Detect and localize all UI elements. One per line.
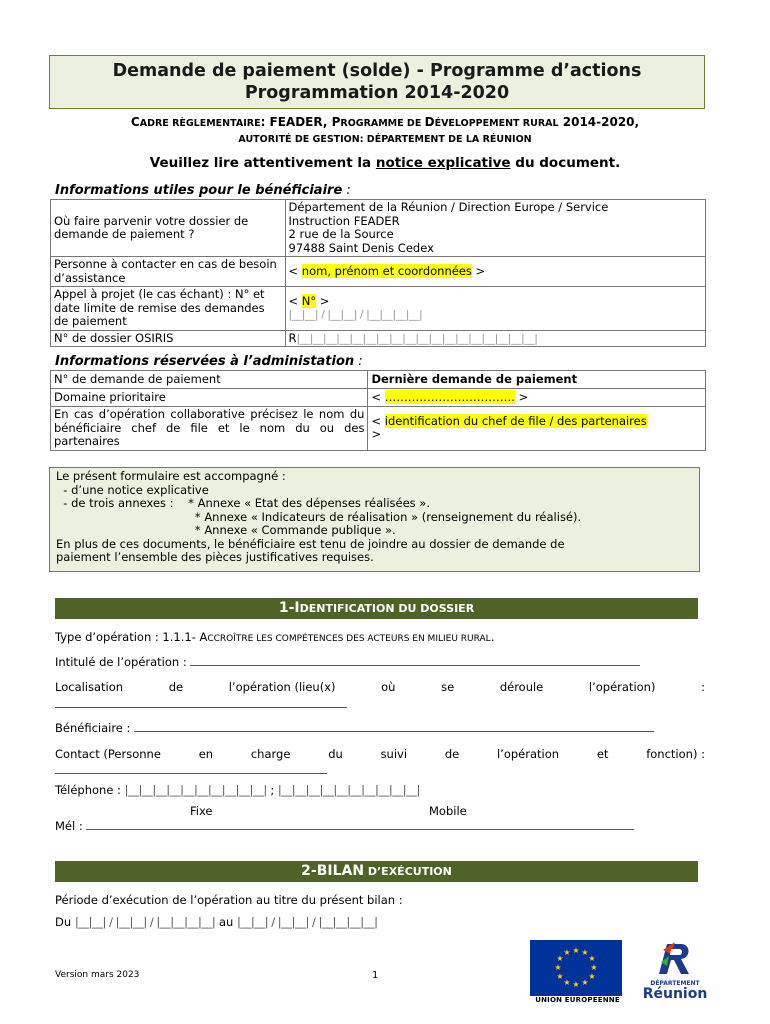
operation-title-label: Intitulé de l’opération : — [55, 655, 187, 669]
svg-text:★: ★ — [556, 954, 564, 963]
telephone-label: Téléphone : — [55, 783, 121, 797]
project-number-placeholder[interactable]: N° — [301, 293, 317, 308]
eu-caption: UNION EUROPEENNE — [535, 996, 620, 1004]
beneficiary-info-table — [50, 199, 706, 347]
banner-text: 1-I — [278, 600, 300, 616]
table-row — [51, 389, 706, 407]
contact-line — [55, 747, 705, 761]
banner-text: 2-BILAN — [301, 863, 365, 879]
beneficiary-field[interactable] — [134, 722, 654, 732]
localisation-word: déroule — [499, 680, 544, 694]
beneficiary-label: Bénéficiaire : — [55, 721, 131, 735]
table-row — [51, 371, 706, 389]
call-for-project-cell[interactable] — [285, 287, 706, 331]
svg-text:★: ★ — [563, 948, 571, 957]
cadre-text: ADRE RÈGLEMENTAIRE — [139, 118, 261, 129]
address-line: 97488 Saint Denis Cedex — [288, 240, 434, 255]
eu-flag-icon — [530, 940, 622, 996]
priority-domain-cell[interactable] — [368, 389, 706, 407]
svg-text:★: ★ — [563, 978, 571, 987]
cadre-text: ROGRAMME DE — [340, 118, 425, 129]
section1-banner — [55, 598, 698, 619]
cadre-text: D — [424, 115, 435, 129]
table-row — [51, 330, 706, 347]
address-line: Département de la Réunion / Direction Europe / Service — [288, 200, 609, 214]
eu-logo — [530, 940, 625, 1008]
banner-text: D’EXÉCUTION — [364, 865, 452, 878]
localisation-word: l’opération (lieu(x) — [228, 680, 336, 694]
contact-word: du — [328, 747, 343, 761]
notice-link[interactable]: notice explicative — [375, 155, 511, 171]
priority-domain-placeholder[interactable]: ……………………………. — [384, 389, 515, 404]
document-title-line2: Programmation 2014-2020 — [244, 83, 510, 103]
info-line: paiement l’ensemble des pièces justificatives requises. — [56, 550, 374, 564]
table-row — [51, 200, 706, 257]
operation-type-label: Type d’opération : 1.1.1- A — [55, 630, 208, 644]
end-date-field[interactable]: |__|__| / |__|__| / |__|__|__|__| — [236, 915, 378, 929]
admin-info-heading — [55, 354, 363, 369]
banner-text: DENTIFICATION DU DOSSIER — [299, 602, 475, 615]
contact-word: l’opération — [496, 747, 560, 761]
heading-text: Informations utiles pour le bénéficiaire — [55, 183, 343, 198]
beneficiary-line — [55, 721, 705, 735]
cadre-text: : FEADER, P — [260, 115, 341, 129]
localisation-fill-line — [55, 697, 705, 711]
svg-text:★: ★ — [581, 978, 589, 987]
mobile-caption: Mobile — [429, 804, 467, 818]
bracket: > — [514, 389, 529, 404]
phone-mobile-field[interactable]: |__|__|__|__|__|__|__|__|__|__| — [277, 783, 421, 797]
heading-suffix: : — [354, 354, 363, 369]
contact-word: et — [596, 747, 609, 761]
bracket: < — [371, 389, 385, 404]
contact-word: suivi — [380, 747, 408, 761]
localisation-word: l’opération) — [588, 680, 656, 694]
notice-text: Veuillez lire attentivement la — [149, 155, 376, 171]
period-dates-line — [55, 915, 705, 929]
osiris-prefix: R — [288, 330, 297, 345]
bracket: > — [316, 293, 330, 308]
bracket: > — [371, 427, 382, 442]
reunion-r-icon — [655, 940, 695, 976]
payment-request-number-cell: Dernière demande de paiement — [368, 371, 706, 389]
svg-text:★: ★ — [572, 980, 580, 989]
cadre-text: 2014-2020, — [558, 115, 640, 129]
contact-input-cell[interactable] — [285, 257, 706, 287]
info-line: Le présent formulaire est accompagné : — [56, 469, 286, 483]
du-label: Du — [55, 915, 72, 929]
table-cell-question: N° de demande de paiement — [51, 371, 368, 389]
lead-partner-placeholder[interactable]: identification du chef de file / des partenaires — [384, 413, 647, 428]
localisation-word: de — [168, 680, 184, 694]
table-cell-answer — [285, 200, 706, 257]
address-line: Instruction FEADER — [288, 213, 400, 228]
document-title-box — [49, 55, 705, 109]
heading-text: Informations réservées à l’administation — [55, 354, 355, 369]
heading-suffix: : — [342, 183, 351, 198]
table-cell-question: Où faire parvenir votre dossier de demande de paiement ? — [51, 200, 286, 257]
period: . — [490, 630, 495, 644]
start-date-field[interactable]: |__|__| / |__|__| / |__|__|__|__| — [74, 915, 216, 929]
address-line: 2 rue de la Source — [288, 227, 394, 241]
bracket: < — [371, 413, 385, 428]
contact-word: en — [198, 747, 214, 761]
period-line: Période d’exécution de l’opération au titre du présent bilan : — [55, 893, 403, 907]
table-row — [51, 287, 706, 331]
table-row — [51, 257, 706, 287]
version-label: Version mars 2023 — [55, 970, 140, 980]
cadre-text: ÉPARTEMENT DE LA RÉUNION — [374, 134, 532, 145]
fixed-caption: Fixe — [190, 804, 213, 818]
email-label: Mél : — [55, 819, 83, 833]
table-cell-question: Appel à projet (le cas échant) : N° et date limite de remise des demandes de paiement — [51, 287, 286, 331]
regulatory-framework — [40, 115, 730, 147]
document-title-line1: Demande de paiement (solde) - Programme d’actions — [112, 61, 642, 81]
telephone-line — [55, 783, 705, 797]
svg-text:★: ★ — [588, 972, 596, 981]
email-field[interactable] — [86, 820, 634, 830]
au-label: au — [218, 915, 234, 929]
contact-fill-line — [55, 763, 705, 777]
localisation-word: : — [701, 680, 705, 694]
table-cell-question: N° de dossier OSIRIS — [51, 330, 286, 347]
osiris-number-cell[interactable] — [285, 330, 706, 347]
cadre-text: C — [130, 115, 140, 129]
cadre-text: ÉVELOPPEMENT RURAL — [434, 118, 559, 129]
operation-title-field[interactable] — [190, 656, 640, 666]
email-line — [55, 819, 705, 833]
localisation-word: Localisation — [55, 680, 124, 694]
contact-word: de — [444, 747, 460, 761]
admin-info-table — [50, 370, 706, 451]
svg-text:★: ★ — [590, 963, 598, 972]
reunion-caption-bottom: Réunion — [642, 986, 708, 1002]
phone-separator: ; — [266, 783, 278, 797]
lead-partner-cell[interactable] — [368, 407, 706, 451]
table-row — [51, 407, 706, 451]
contact-field[interactable] — [55, 764, 327, 774]
cadre-text: AUTORITÉ DE GESTION: D — [238, 134, 375, 145]
table-cell-question: Personne à contacter en cas de besoin d’assistance — [51, 257, 286, 287]
localisation-line — [55, 680, 705, 694]
page-number: 1 — [372, 970, 379, 981]
deadline-date-field[interactable]: |__|__| / |__|__| / |__|__|__|__| — [288, 308, 423, 322]
svg-text:★: ★ — [556, 972, 564, 981]
bracket: > — [471, 263, 486, 278]
attachments-info-box — [49, 467, 700, 572]
info-line: * Annexe « Indicateurs de réalisation » (renseignement du réalisé). — [56, 509, 582, 524]
contact-word: fonction) : — [646, 747, 705, 761]
svg-text:★: ★ — [554, 963, 562, 972]
operation-type-line — [55, 630, 705, 644]
info-line: En plus de ces documents, le bénéficiaire est tenu de joindre au dossier de demande de — [56, 536, 565, 551]
table-cell-question: Domaine prioritaire — [51, 389, 368, 407]
phone-fixed-field[interactable]: |__|__|__|__|__|__|__|__|__|__| — [124, 783, 267, 797]
osiris-number-field[interactable]: |__|__|__|__|__|__|__|__|__|__|__|__|__|__|__|__|__|__| — [296, 331, 538, 345]
contact-placeholder[interactable]: nom, prénom et coordonnées — [301, 263, 472, 278]
info-line: - d’une notice explicative — [56, 482, 209, 497]
localisation-word: se — [441, 680, 455, 694]
operation-title-line — [55, 655, 705, 669]
reunion-logo — [640, 940, 710, 1008]
reunion-caption-top: DÉPARTEMENT — [650, 980, 700, 987]
operation-type-value: CCROÎTRE LES COMPÉTENCES DES ACTEURS EN MILIEU RURAL — [207, 634, 491, 644]
bracket: < — [288, 293, 302, 308]
contact-word: charge — [250, 747, 291, 761]
bracket: < — [288, 263, 302, 278]
table-cell-question: En cas d’opération collaborative précisez le nom du bénéficiaire chef de file et le nom du ou des partenaires — [51, 407, 368, 451]
localisation-field[interactable] — [55, 698, 347, 708]
info-line: - de trois annexes : * Annexe « Etat des dépenses réalisées ». — [56, 496, 431, 510]
notice-instruction — [40, 155, 730, 171]
localisation-word: où — [381, 680, 396, 694]
info-line: * Annexe « Commande publique ». — [56, 523, 396, 537]
svg-text:★: ★ — [572, 946, 580, 955]
section2-banner — [55, 861, 698, 882]
svg-text:★: ★ — [581, 948, 589, 957]
beneficiary-info-heading — [55, 183, 351, 198]
svg-text:★: ★ — [588, 954, 596, 963]
contact-word: Contact (Personne — [55, 747, 161, 761]
notice-text: du document. — [510, 155, 621, 171]
